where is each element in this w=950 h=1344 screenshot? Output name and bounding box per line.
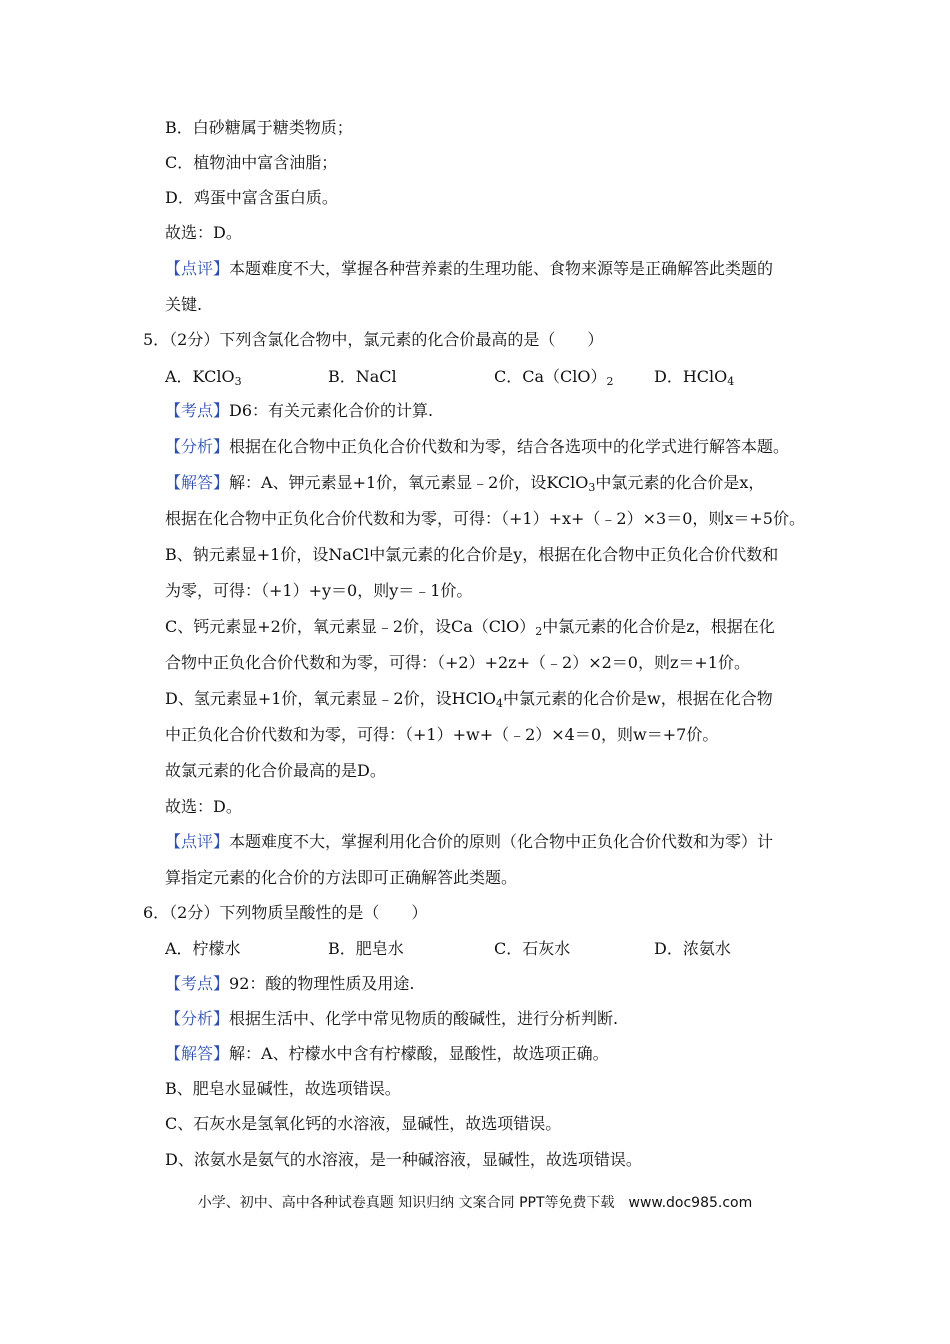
- q5-answer-d2: 中正负化合价代数和为零，可得：（+1）+w+（﹣2）×4＝0，则w＝+7价。: [165, 725, 719, 744]
- analysis-tag: 【分析】: [165, 1009, 230, 1028]
- q5-option-b: B．NaCl: [328, 367, 397, 386]
- q6-answer-c: C、石灰水是氢氧化钙的水溶液，显碱性，故选项错误。: [165, 1114, 562, 1133]
- q6-option-d: D．浓氨水: [654, 939, 731, 958]
- comment-tag: 【点评】: [165, 832, 230, 851]
- q6-option-c: C．石灰水: [494, 939, 571, 958]
- q6-stem: 6．（2分）下列物质呈酸性的是（ ）: [143, 903, 428, 922]
- q4-option-c-explain: C．植物油中富含油脂；: [165, 153, 338, 172]
- q5-conclusion: 故氯元素的化合价最高的是D。: [165, 761, 386, 780]
- q6-point: 【考点】92：酸的物理性质及用途.: [165, 974, 415, 993]
- q4-comment-text: 本题难度不大，掌握各种营养素的生理功能、食物来源等是正确解答此类题的: [229, 259, 774, 278]
- q5-answer-b2: 为零，可得：（+1）+y＝0，则y＝﹣1价。: [165, 581, 473, 600]
- q4-comment-cont: 关键.: [165, 295, 203, 314]
- q6-option-b: B．肥皂水: [328, 939, 404, 958]
- q4-option-d-explain: D．鸡蛋中富含蛋白质。: [165, 188, 338, 207]
- q6-answer-b: B、肥皂水显碱性，故选项错误。: [165, 1079, 401, 1098]
- q5-comment: 【点评】本题难度不大，掌握利用化合价的原则（化合物中正负化合价代数和为零）计: [165, 832, 774, 851]
- q5-answer-a2: 根据在化合物中正负化合价代数和为零，可得：（+1）+x+（﹣2）×3＝0，则x＝+5价。: [165, 509, 805, 528]
- q5-choice: 故选：D。: [165, 797, 242, 816]
- q6-option-a: A．柠檬水: [165, 939, 241, 958]
- q5-option-a: A．KClO$_3$: [165, 367, 242, 388]
- q5-comment-cont: 算指定元素的化合价的方法即可正确解答此类题。: [165, 868, 518, 887]
- page-footer: 小学、初中、高中各种试卷真题 知识归纳 文案合同 PPT等免费下载 www.doc985.com: [197, 1195, 753, 1211]
- q5-option-c: C．$Ca(ClO)_2$: [494, 367, 614, 388]
- q4-comment: [165, 259, 773, 279]
- point-tag: 【考点】: [165, 401, 230, 420]
- q5-answer-c2: 合物中正负化合价代数和为零，可得：（+2）+2z+（﹣2）×2＝0，则z＝+1价。: [165, 653, 750, 672]
- q5-stem: 5．（2分）下列含氯化合物中，氯元素的化合价最高的是（ ）: [143, 330, 604, 349]
- q5-answer-b1: B、钠元素显+1价，设NaCl中氯元素的化合价是y，根据在化合物中正负化合价代数和: [165, 545, 779, 564]
- q5-answer-d1: D、氢元素显+1价，氧元素显﹣2价，设HClO$_4$中氯元素的化合价是w，根据在化合物: [165, 689, 773, 710]
- point-tag: 【考点】: [165, 974, 230, 993]
- q4-choice: 故选：D。: [165, 223, 242, 242]
- comment-tag: 【点评】: [165, 259, 230, 278]
- q6-answer-a: 【解答】解：A、柠檬水中含有柠檬酸，显酸性，故选项正确。: [165, 1044, 609, 1063]
- q5-analysis: 【分析】根据在化合物中正负化合价代数和为零，结合各选项中的化学式进行解答本题。: [165, 437, 790, 456]
- q6-answer-d: D、浓氨水是氨气的水溶液，是一种碱溶液，显碱性，故选项错误。: [165, 1150, 642, 1169]
- answer-tag: 【解答】: [165, 1044, 230, 1063]
- q5-option-d: D．HClO$_4$: [654, 367, 735, 388]
- answer-tag: 【解答】: [165, 473, 230, 492]
- q4-option-b-explain: B．白砂糖属于糖类物质；: [165, 118, 353, 137]
- q5-point: 【考点】D6：有关元素化合价的计算.: [165, 401, 434, 420]
- analysis-tag: 【分析】: [165, 437, 230, 456]
- q5-answer-a1: 【解答】解：A、钾元素显+1价，氧元素显﹣2价，设KClO$_3$中氯元素的化合价是x，: [165, 473, 765, 494]
- q5-answer-c1: C、钙元素显+2价，氧元素显﹣2价，设$Ca(ClO)_2$中氯元素的化合价是z，根据在化: [165, 617, 775, 638]
- q6-analysis: 【分析】根据生活中、化学中常见物质的酸碱性，进行分析判断.: [165, 1009, 619, 1028]
